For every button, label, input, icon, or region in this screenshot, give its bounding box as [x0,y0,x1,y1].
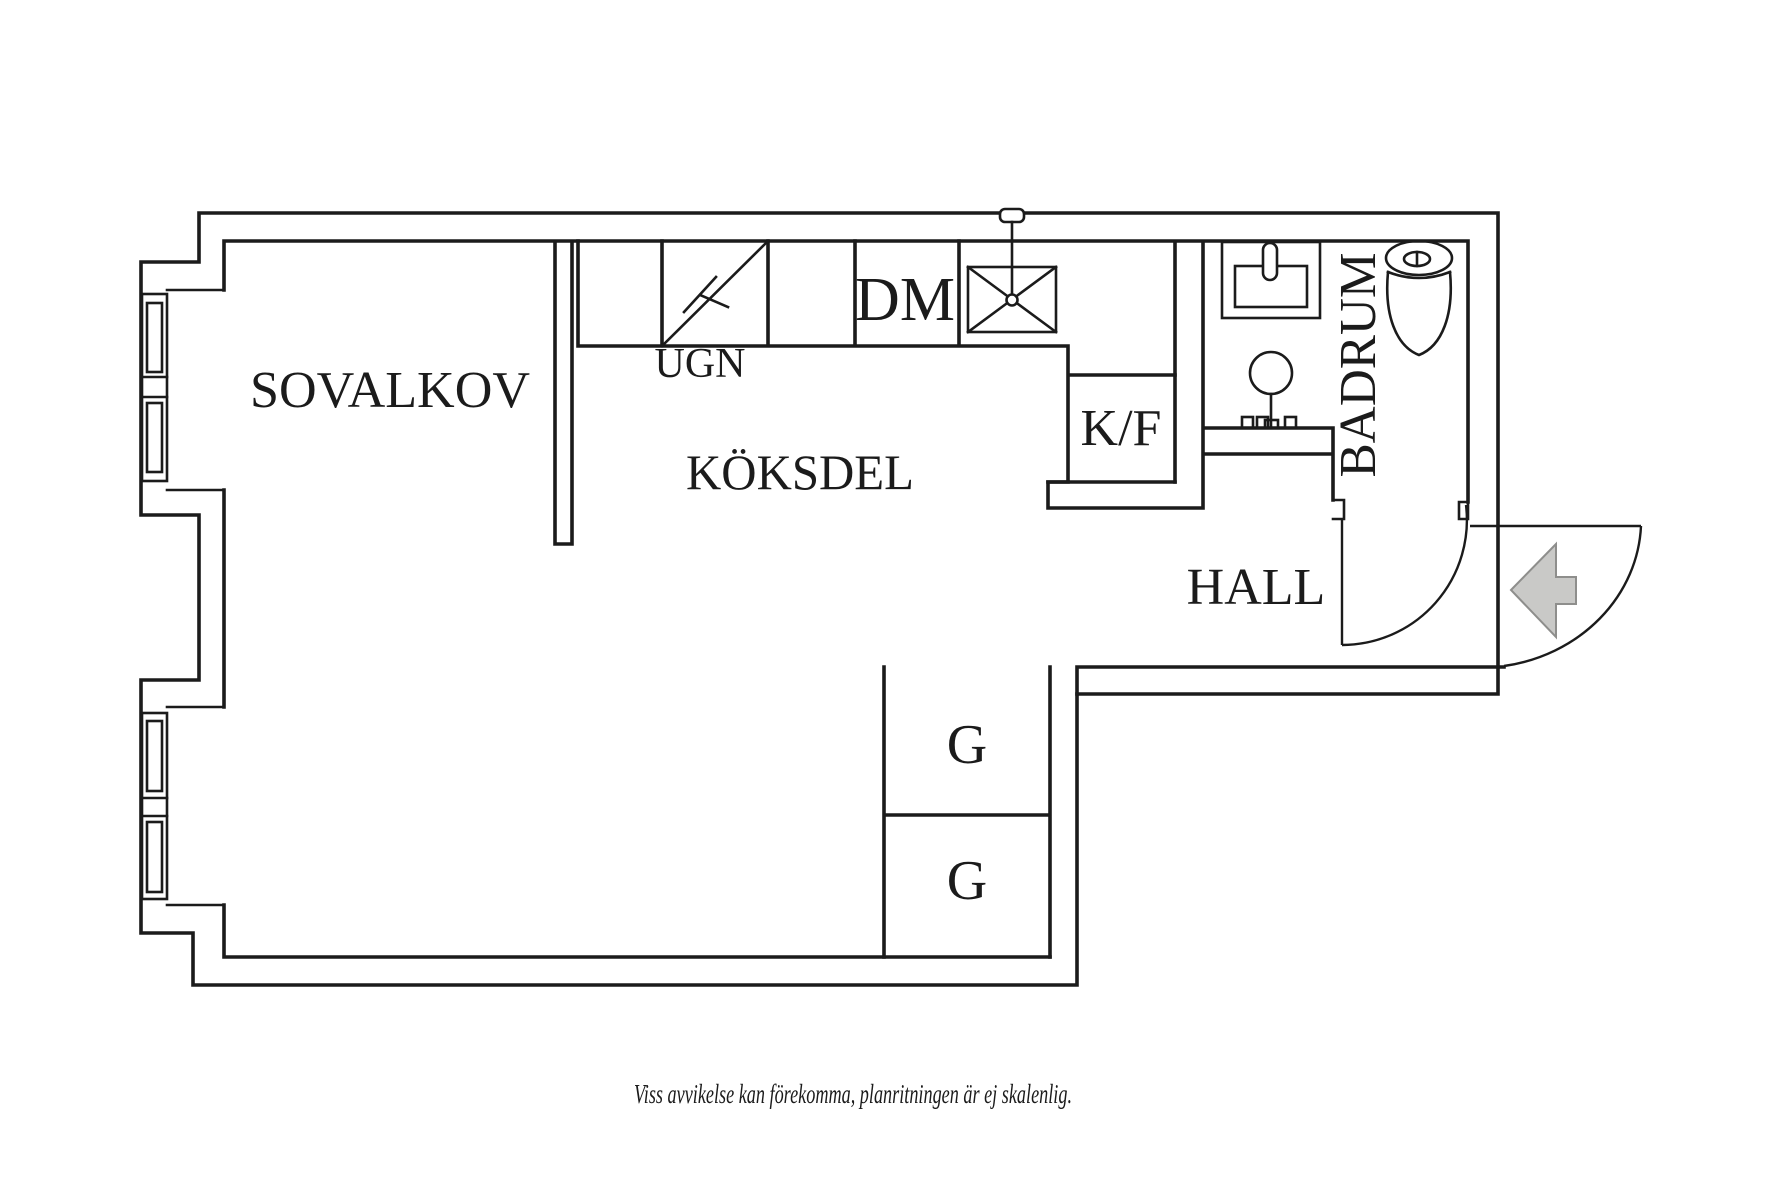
room-label-badrum: BADRUM [1330,249,1387,478]
door-jamb-notches [1333,500,1468,519]
fixture-label-g1: G [946,714,988,776]
wardrobe-cabinets [884,667,1050,957]
bathroom-sink-icon [1222,242,1320,318]
fixture-label-ugn: UGN [654,341,746,387]
kitchen-sink-icon [968,209,1056,332]
room-label-sovalkov: SOVALKOV [250,362,530,419]
entrance-arrow-icon [1511,544,1576,637]
fixture-label-kf: K/F [1080,400,1162,457]
toilet-icon [1386,241,1452,355]
fixture-label-g2: G [946,850,988,912]
room-label-hall: HALL [1186,559,1326,616]
disclaimer-caption: Viss avvikelse kan förekomma, planritningen är ej skalenlig. [634,1079,1072,1109]
room-label-koksdel: KÖKSDEL [686,444,914,500]
stove-icon [662,241,768,346]
bathroom-door-swing [1342,505,1467,645]
fixture-label-dm: DM [855,266,955,334]
window-icon [142,290,224,905]
labels [250,249,1387,1110]
shower-icon [1242,352,1296,428]
